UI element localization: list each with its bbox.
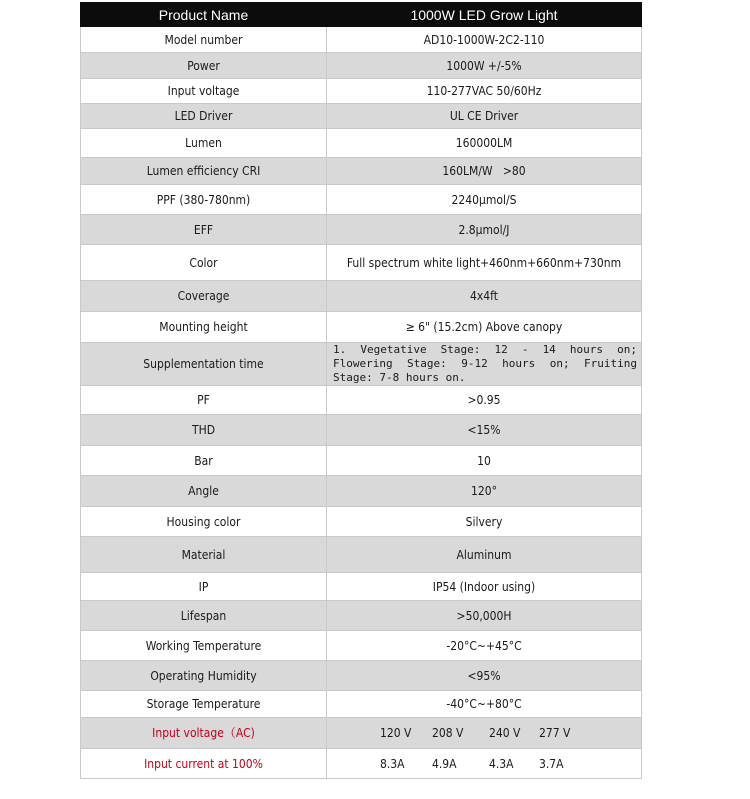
spec-value: -40°C~+80°C xyxy=(327,691,642,718)
spec-table xyxy=(80,2,642,779)
table-row xyxy=(81,215,642,245)
spec-label: Color xyxy=(81,245,327,281)
table-row xyxy=(81,27,642,53)
header-product-title: 1000W LED Grow Light xyxy=(327,3,642,27)
spec-value: AD10-1000W-2C2-110 xyxy=(327,27,642,53)
spec-value: 1. Vegetative Stage: 12 - 14 hours on; Flowering Stage: 9-12 hours on; Fruiting Stage: 7-8 hours on. xyxy=(327,343,642,386)
table-header-row xyxy=(81,3,642,27)
spec-value: ≥ 6" (15.2cm) Above canopy xyxy=(327,312,642,343)
spec-value: 160LM/W >80 xyxy=(327,158,642,185)
spec-label: Working Temperature xyxy=(81,631,327,661)
table-row xyxy=(81,343,642,386)
spec-value: -20°C~+45°C xyxy=(327,631,642,661)
spec-value: UL CE Driver xyxy=(327,104,642,129)
spec-label: Housing color xyxy=(81,507,327,537)
spec-label: PF xyxy=(81,386,327,415)
table-row xyxy=(81,415,642,446)
spec-value: 160000LM xyxy=(327,129,642,158)
spec-value: >50,000H xyxy=(327,601,642,631)
current-value: 4.9A xyxy=(432,756,457,771)
spec-label: Supplementation time xyxy=(81,343,327,386)
table-row xyxy=(81,601,642,631)
spec-label: Coverage xyxy=(81,281,327,312)
table-row xyxy=(81,185,642,215)
voltage-value: 120 V xyxy=(380,726,412,740)
spec-label: Material xyxy=(81,537,327,573)
table-row xyxy=(81,631,642,661)
spec-label: THD xyxy=(81,415,327,446)
table-row xyxy=(81,53,642,79)
input-voltage-label: Input voltage（AC) xyxy=(81,718,327,749)
voltage-value: 240 V xyxy=(489,726,521,740)
voltage-value: 277 V xyxy=(539,726,571,740)
spec-value: 110-277VAC 50/60Hz xyxy=(327,79,642,104)
table-row xyxy=(81,129,642,158)
table-row xyxy=(81,312,642,343)
spec-label: Lumen efficiency CRI xyxy=(81,158,327,185)
spec-value: >0.95 xyxy=(327,386,642,415)
spec-label: PPF (380-780nm) xyxy=(81,185,327,215)
spec-value: 1000W +/-5% xyxy=(327,53,642,79)
table-row xyxy=(81,507,642,537)
table-row xyxy=(81,749,642,779)
spec-label: Operating Humidity xyxy=(81,661,327,691)
table-row xyxy=(81,104,642,129)
spec-value: 120° xyxy=(327,476,642,507)
spec-label: Lifespan xyxy=(81,601,327,631)
spec-value: 2240μmol/S xyxy=(327,185,642,215)
spec-value: 4x4ft xyxy=(327,281,642,312)
table-row xyxy=(81,281,642,312)
input-current-label: Input current at 100% xyxy=(81,749,327,779)
spec-label: Input voltage xyxy=(81,79,327,104)
table-row xyxy=(81,573,642,601)
header-product-name: Product Name xyxy=(81,3,327,27)
spec-value: Aluminum xyxy=(327,537,642,573)
spec-label: Angle xyxy=(81,476,327,507)
input-current-values xyxy=(327,749,642,779)
table-row xyxy=(81,661,642,691)
spec-label: Bar xyxy=(81,446,327,476)
table-row xyxy=(81,79,642,104)
spec-value: Full spectrum white light+460nm+660nm+730nm xyxy=(327,245,642,281)
table-row xyxy=(81,718,642,749)
current-value: 3.7A xyxy=(539,756,564,771)
table-row xyxy=(81,476,642,507)
spec-label: Power xyxy=(81,53,327,79)
table-row xyxy=(81,386,642,415)
spec-label: Storage Temperature xyxy=(81,691,327,718)
spec-label: Model number xyxy=(81,27,327,53)
spec-label: LED Driver xyxy=(81,104,327,129)
table-row xyxy=(81,691,642,718)
input-voltage-values xyxy=(327,718,642,749)
spec-label: IP xyxy=(81,573,327,601)
spec-value: 10 xyxy=(327,446,642,476)
spec-label: EFF xyxy=(81,215,327,245)
table-row xyxy=(81,446,642,476)
spec-value: <15% xyxy=(327,415,642,446)
current-value: 8.3A xyxy=(380,756,405,771)
spec-value: IP54 (Indoor using) xyxy=(327,573,642,601)
table-row xyxy=(81,245,642,281)
voltage-value: 208 V xyxy=(432,726,464,740)
spec-label: Mounting height xyxy=(81,312,327,343)
table-row xyxy=(81,158,642,185)
spec-label: Lumen xyxy=(81,129,327,158)
spec-value: <95% xyxy=(327,661,642,691)
spec-value: 2.8μmol/J xyxy=(327,215,642,245)
spec-value: Silvery xyxy=(327,507,642,537)
current-value: 4.3A xyxy=(489,756,514,771)
table-row xyxy=(81,537,642,573)
